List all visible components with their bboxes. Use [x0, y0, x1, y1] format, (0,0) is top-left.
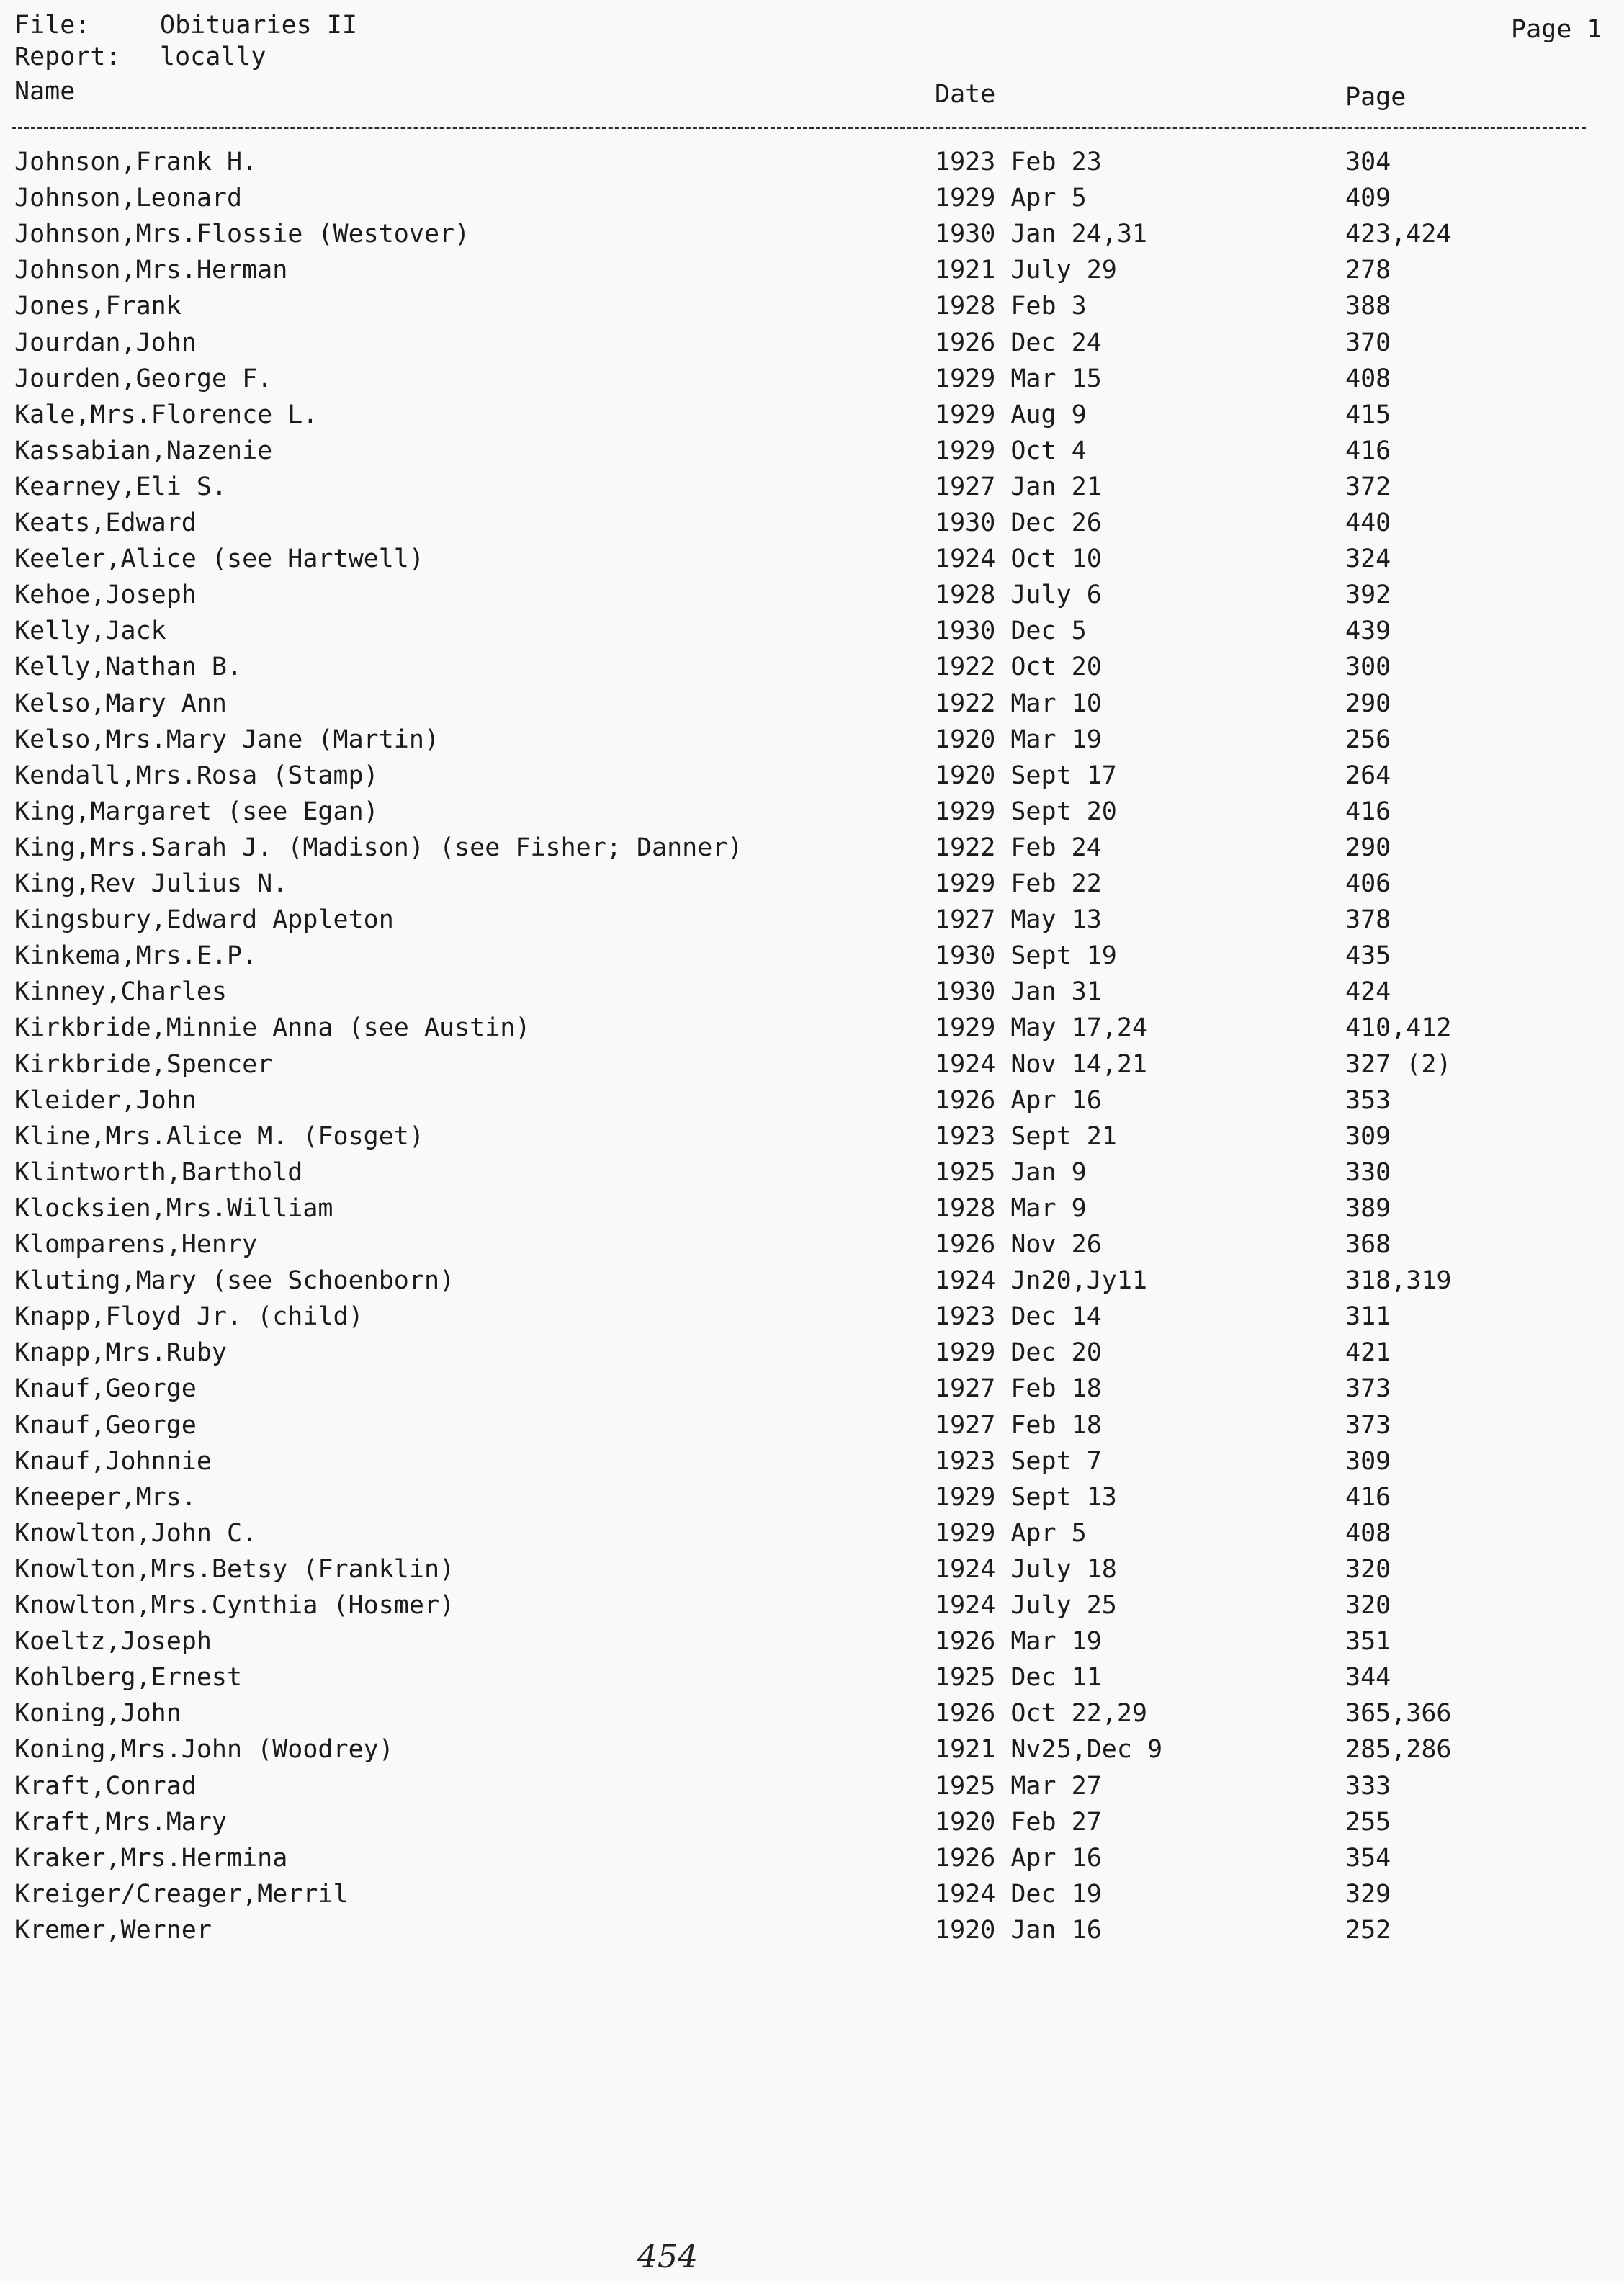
table-row [0, 433, 1624, 469]
row-page: 423,424 [1345, 220, 1452, 249]
row-page: 416 [1345, 797, 1391, 826]
row-name: Koning,Mrs.John (Woodrey) [14, 1735, 394, 1765]
row-date: 1929 Sept 13 [935, 1482, 1117, 1512]
row-name: Kinkema,Mrs.E.P. [14, 941, 258, 971]
table-row [0, 649, 1624, 685]
row-name: Kehoe,Joseph [14, 581, 197, 610]
row-date: 1922 Mar 10 [935, 689, 1102, 718]
row-date: 1926 Apr 16 [935, 1843, 1102, 1873]
row-date: 1929 Apr 5 [935, 184, 1087, 213]
table-row [0, 613, 1624, 649]
row-name: Johnson,Mrs.Flossie (Westover) [14, 220, 470, 249]
row-date: 1924 Jn20,Jy11 [935, 1266, 1148, 1296]
table-row [0, 866, 1624, 902]
table-row [0, 1695, 1624, 1731]
row-page: 373 [1345, 1410, 1391, 1440]
row-name: Knowlton,Mrs.Betsy (Franklin) [14, 1554, 455, 1584]
row-date: 1927 Feb 18 [935, 1410, 1102, 1440]
row-date: 1929 Oct 4 [935, 436, 1087, 465]
table-row [0, 1623, 1624, 1659]
row-page: 309 [1345, 1121, 1391, 1151]
row-date: 1920 Mar 19 [935, 725, 1102, 754]
row-date: 1925 Jan 9 [935, 1157, 1087, 1187]
row-name: King,Rev Julius N. [14, 869, 288, 898]
row-page: 285,286 [1345, 1735, 1452, 1765]
row-name: Kale,Mrs.Florence L. [14, 400, 318, 429]
row-date: 1930 Jan 31 [935, 977, 1102, 1007]
row-date: 1926 Oct 22,29 [935, 1699, 1148, 1729]
row-name: Kline,Mrs.Alice M. (Fosget) [14, 1121, 424, 1151]
table-row [0, 1335, 1624, 1371]
row-name: Kleider,John [14, 1085, 197, 1115]
row-name: Knauf,George [14, 1374, 197, 1404]
row-name: Knowlton,Mrs.Cynthia (Hosmer) [14, 1591, 455, 1620]
table-row [0, 144, 1624, 180]
table-row [0, 938, 1624, 974]
row-page: 278 [1345, 256, 1391, 285]
table-row [0, 1804, 1624, 1840]
table-row [0, 1840, 1624, 1876]
row-page: 255 [1345, 1807, 1391, 1837]
table-row [0, 794, 1624, 830]
row-page: 372 [1345, 472, 1391, 501]
row-name: Jourden,George F. [14, 364, 273, 393]
row-name: King,Margaret (see Egan) [14, 797, 379, 826]
column-header-date: Date [935, 80, 996, 109]
row-page: 435 [1345, 941, 1391, 971]
row-name: Knauf,Johnnie [14, 1446, 212, 1476]
row-name: Kirkbride,Minnie Anna (see Austin) [14, 1013, 531, 1043]
row-page: 378 [1345, 905, 1391, 935]
table-row [0, 252, 1624, 288]
row-page: 424 [1345, 977, 1391, 1007]
row-date: 1925 Mar 27 [935, 1771, 1102, 1801]
row-date: 1924 July 18 [935, 1554, 1117, 1584]
row-date: 1924 Nov 14,21 [935, 1049, 1148, 1079]
row-name: Johnson,Frank H. [14, 148, 258, 176]
table-row [0, 180, 1624, 216]
table-row [0, 902, 1624, 938]
row-page: 354 [1345, 1843, 1391, 1873]
row-name: Kelly,Nathan B. [14, 653, 243, 682]
row-name: Klocksien,Mrs.William [14, 1193, 333, 1223]
row-date: 1923 Sept 21 [935, 1121, 1117, 1151]
table-row [0, 216, 1624, 252]
table-row [0, 1659, 1624, 1695]
row-date: 1923 Sept 7 [935, 1446, 1102, 1476]
row-page: 353 [1345, 1085, 1391, 1115]
row-date: 1926 Apr 16 [935, 1085, 1102, 1115]
table-row [0, 1299, 1624, 1335]
table-row [0, 1768, 1624, 1804]
row-page: 415 [1345, 400, 1391, 429]
table-row [0, 1912, 1624, 1948]
column-header-name: Name [14, 77, 76, 106]
row-name: Klomparens,Henry [14, 1230, 258, 1259]
row-date: 1928 July 6 [935, 581, 1102, 610]
row-date: 1925 Dec 11 [935, 1663, 1102, 1693]
row-page: 365,366 [1345, 1699, 1452, 1729]
row-page: 327 (2) [1345, 1049, 1452, 1079]
row-date: 1920 Feb 27 [935, 1807, 1102, 1837]
row-page: 408 [1345, 364, 1391, 393]
table-row [0, 1263, 1624, 1299]
row-page: 330 [1345, 1157, 1391, 1187]
row-page: 368 [1345, 1230, 1391, 1259]
row-page: 318,319 [1345, 1266, 1452, 1296]
row-name: Kohlberg,Ernest [14, 1663, 243, 1693]
row-name: Kreiger/Creager,Merril [14, 1879, 349, 1909]
row-name: Jourdan,John [14, 328, 197, 357]
row-name: Johnson,Mrs.Herman [14, 256, 288, 285]
table-row [0, 1227, 1624, 1263]
file-value: Obituaries II [160, 11, 357, 40]
row-date: 1929 Mar 15 [935, 364, 1102, 393]
row-page: 300 [1345, 653, 1391, 682]
row-name: King,Mrs.Sarah J. (Madison) (see Fisher; Danner) [14, 833, 743, 862]
row-page: 304 [1345, 148, 1391, 176]
row-name: Kirkbride,Spencer [14, 1049, 273, 1079]
row-page: 290 [1345, 689, 1391, 718]
row-date: 1929 Apr 5 [935, 1518, 1087, 1548]
row-name: Kremer,Werner [14, 1915, 212, 1945]
table-row [0, 1551, 1624, 1587]
row-date: 1928 Mar 9 [935, 1193, 1087, 1223]
row-page: 440 [1345, 508, 1391, 537]
column-header-page: Page [1345, 83, 1407, 112]
row-date: 1921 Nv25,Dec 9 [935, 1735, 1163, 1765]
row-date: 1924 Oct 10 [935, 545, 1102, 574]
row-page: 351 [1345, 1627, 1391, 1657]
row-date: 1927 Feb 18 [935, 1374, 1102, 1404]
table-row [0, 1010, 1624, 1046]
table-row [0, 1479, 1624, 1515]
row-page: 311 [1345, 1302, 1391, 1332]
row-date: 1923 Feb 23 [935, 148, 1102, 176]
table-row [0, 830, 1624, 866]
table-row [0, 469, 1624, 505]
row-date: 1922 Oct 20 [935, 653, 1102, 682]
table-row [0, 758, 1624, 794]
table-row [0, 1876, 1624, 1912]
row-date: 1921 July 29 [935, 256, 1117, 285]
row-page: 324 [1345, 545, 1391, 574]
row-page: 333 [1345, 1771, 1391, 1801]
report-value: locally [160, 42, 266, 71]
row-page: 370 [1345, 328, 1391, 357]
row-page: 320 [1345, 1591, 1391, 1620]
row-name: Knauf,George [14, 1410, 197, 1440]
row-name: Kelso,Mrs.Mary Jane (Martin) [14, 725, 440, 754]
row-date: 1930 Dec 5 [935, 617, 1087, 646]
row-date: 1924 July 25 [935, 1591, 1117, 1620]
row-name: Keeler,Alice (see Hartwell) [14, 545, 424, 574]
table-row [0, 1443, 1624, 1479]
table-row [0, 1515, 1624, 1551]
row-date: 1920 Jan 16 [935, 1915, 1102, 1945]
row-page: 439 [1345, 617, 1391, 646]
row-name: Koning,John [14, 1699, 181, 1729]
row-name: Kraft,Conrad [14, 1771, 197, 1801]
table-row [0, 325, 1624, 361]
row-page: 409 [1345, 184, 1391, 213]
table-row [0, 505, 1624, 541]
row-page: 416 [1345, 1482, 1391, 1512]
table-row [0, 1155, 1624, 1191]
row-name: Kendall,Mrs.Rosa (Stamp) [14, 761, 379, 790]
row-name: Kinney,Charles [14, 977, 228, 1007]
row-page: 252 [1345, 1915, 1391, 1945]
row-page: 329 [1345, 1879, 1391, 1909]
row-name: Kingsbury,Edward Appleton [14, 905, 394, 935]
row-page: 344 [1345, 1663, 1391, 1693]
row-name: Johnson,Leonard [14, 184, 243, 213]
row-date: 1922 Feb 24 [935, 833, 1102, 862]
handwritten-page-number: 454 [637, 2239, 698, 2275]
row-page: 421 [1345, 1338, 1391, 1368]
row-page: 406 [1345, 869, 1391, 898]
table-row [0, 361, 1624, 397]
table-row [0, 1191, 1624, 1227]
row-name: Kelly,Jack [14, 617, 166, 646]
row-date: 1923 Dec 14 [935, 1302, 1102, 1332]
row-name: Knapp,Floyd Jr. (child) [14, 1302, 364, 1332]
row-date: 1930 Sept 19 [935, 941, 1117, 971]
row-page: 388 [1345, 292, 1391, 321]
row-name: Koeltz,Joseph [14, 1627, 212, 1657]
row-name: Knowlton,John C. [14, 1518, 258, 1548]
row-name: Kraft,Mrs.Mary [14, 1807, 228, 1837]
table-row [0, 288, 1624, 324]
row-page: 392 [1345, 581, 1391, 610]
row-page: 290 [1345, 833, 1391, 862]
row-date: 1929 Aug 9 [935, 400, 1087, 429]
row-page: 256 [1345, 725, 1391, 754]
row-name: Knapp,Mrs.Ruby [14, 1338, 228, 1368]
header-divider [12, 127, 1586, 129]
row-date: 1930 Dec 26 [935, 508, 1102, 537]
row-date: 1926 Mar 19 [935, 1627, 1102, 1657]
row-date: 1926 Nov 26 [935, 1230, 1102, 1259]
row-page: 373 [1345, 1374, 1391, 1404]
page-label: Page 1 [1511, 15, 1602, 44]
table-row [0, 541, 1624, 577]
row-name: Klintworth,Barthold [14, 1157, 303, 1187]
row-date: 1929 Dec 20 [935, 1338, 1102, 1368]
row-date: 1927 Jan 21 [935, 472, 1102, 501]
row-date: 1924 Dec 19 [935, 1879, 1102, 1909]
table-row [0, 397, 1624, 433]
table-row [0, 974, 1624, 1010]
row-date: 1929 Feb 22 [935, 869, 1102, 898]
row-date: 1929 May 17,24 [935, 1013, 1148, 1043]
row-name: Jones,Frank [14, 292, 181, 321]
row-date: 1929 Sept 20 [935, 797, 1117, 826]
table-row [0, 1731, 1624, 1767]
table-row [0, 1119, 1624, 1155]
row-page: 410,412 [1345, 1013, 1452, 1043]
table-row [0, 1083, 1624, 1119]
table-row [0, 1587, 1624, 1623]
row-date: 1926 Dec 24 [935, 328, 1102, 357]
table-row [0, 722, 1624, 758]
table-row [0, 577, 1624, 613]
table-row [0, 1407, 1624, 1443]
row-page: 309 [1345, 1446, 1391, 1476]
row-name: Kelso,Mary Ann [14, 689, 228, 718]
row-page: 416 [1345, 436, 1391, 465]
row-name: Kearney,Eli S. [14, 472, 228, 501]
row-page: 264 [1345, 761, 1391, 790]
row-name: Kraker,Mrs.Hermina [14, 1843, 288, 1873]
file-label: File: [14, 11, 91, 40]
row-date: 1930 Jan 24,31 [935, 220, 1148, 249]
row-date: 1928 Feb 3 [935, 292, 1087, 321]
row-name: Keats,Edward [14, 508, 197, 537]
table-row [0, 1371, 1624, 1407]
row-name: Kassabian,Nazenie [14, 436, 273, 465]
table-row [0, 686, 1624, 722]
row-date: 1920 Sept 17 [935, 761, 1117, 790]
report-label: Report: [14, 42, 121, 71]
row-name: Kluting,Mary (see Schoenborn) [14, 1266, 455, 1296]
row-page: 408 [1345, 1518, 1391, 1548]
row-page: 389 [1345, 1193, 1391, 1223]
row-name: Kneeper,Mrs. [14, 1482, 197, 1512]
table-row [0, 1047, 1624, 1083]
row-date: 1927 May 13 [935, 905, 1102, 935]
row-page: 320 [1345, 1554, 1391, 1584]
